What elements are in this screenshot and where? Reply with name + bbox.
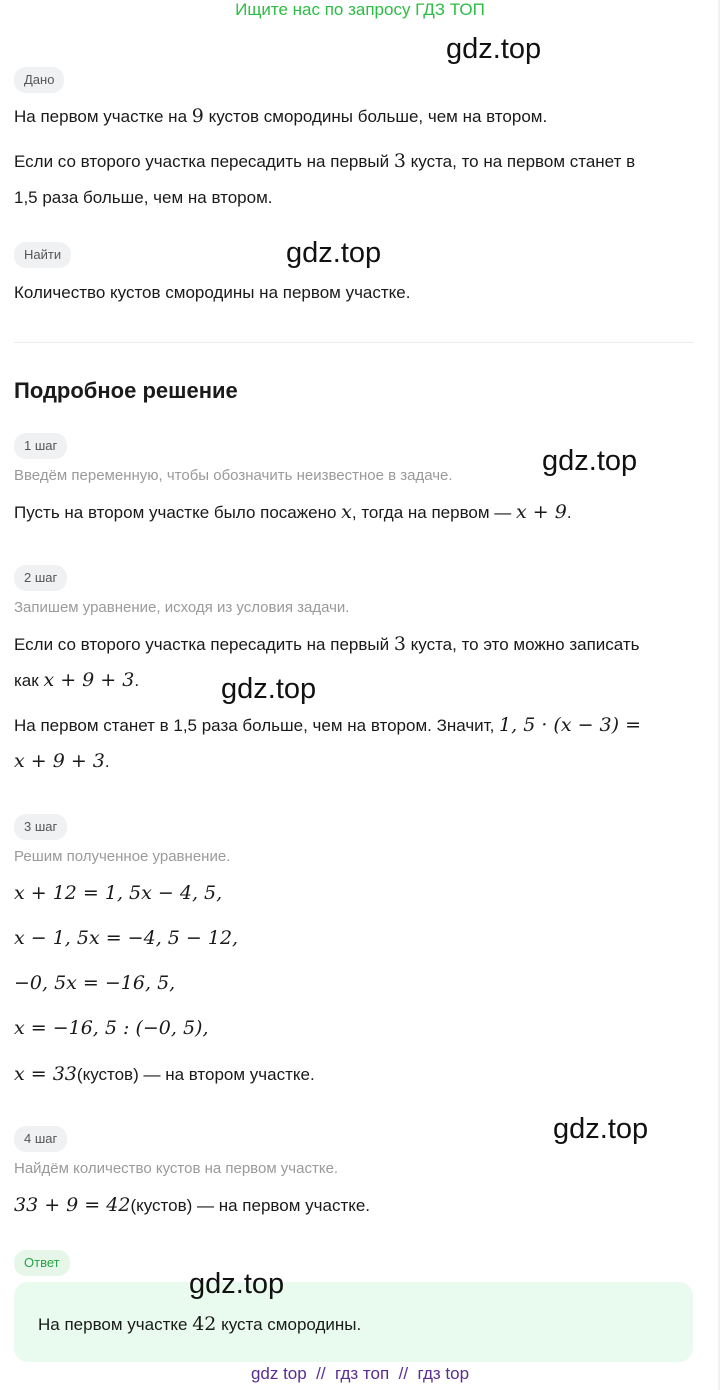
step-2-line-1-num: 3 <box>393 633 406 655</box>
step-3-hint: Решим полученное уравнение. <box>14 848 231 865</box>
step-3-tag: 3 шаг <box>14 814 67 840</box>
step-3-eq-5-expr: x = 33 <box>14 1063 77 1085</box>
given-line-1-b: кустов смородины больше, чем на втором. <box>203 107 548 126</box>
step-1-text <box>14 501 572 524</box>
step-1-tag: 1 шаг <box>14 433 67 459</box>
step-4-expr: 33 + 9 = 42 <box>14 1194 131 1216</box>
given-tag: Дано <box>14 67 64 93</box>
step-2-hint: Запишем уравнение, исходя из условия задачи. <box>14 599 350 616</box>
watermark: gdz.top <box>542 445 638 477</box>
step-3-eq-4 <box>14 1017 209 1040</box>
step-2-line-1 <box>14 633 640 656</box>
step-3-eq-3 <box>14 972 175 995</box>
find-tag: Найти <box>14 242 71 268</box>
watermark: gdz.top <box>553 1113 649 1145</box>
step-4-text <box>14 1194 370 1217</box>
step-1-var: x <box>341 501 352 523</box>
solution-title: Подробное решение <box>14 378 238 403</box>
step-2-line-3-expr: 1, 5 · (x − 3) = <box>499 714 641 736</box>
answer-text <box>38 1313 361 1336</box>
watermark: gdz.top <box>189 1268 285 1300</box>
given-line-1-num: 9 <box>191 105 204 127</box>
step-1-hint: Введём переменную, чтобы обозначить неизвестное в задаче. <box>14 467 453 484</box>
step-1-expr: x + 9 <box>516 501 567 523</box>
step-3-eq-1-expr: x + 12 = 1, 5x − 4, 5, <box>14 882 223 904</box>
given-line-1-a: На первом участке на <box>14 107 192 126</box>
find-section <box>14 242 71 268</box>
step-2-line-1-a: Если со второго участка пересадить на первый <box>14 635 394 654</box>
step-2-line-2-expr: x + 9 + 3 <box>43 669 135 691</box>
given-section <box>14 67 64 93</box>
answer-text-b: куста смородины. <box>216 1315 362 1334</box>
step-3-eq-5 <box>14 1063 315 1086</box>
step-2-line-4-expr: x + 9 + 3 <box>14 750 105 772</box>
answer-tag: Ответ <box>14 1250 70 1276</box>
step-1-text-c: . <box>566 503 572 522</box>
step-3-eq-2-expr: x − 1, 5x = −4, 5 − 12, <box>14 927 239 949</box>
step-3-eq-1 <box>14 882 222 905</box>
step-2-section <box>14 565 67 591</box>
step-3-eq-2 <box>14 927 238 950</box>
given-line-2-a: Если со второго участка пересадить на первый <box>14 152 394 171</box>
step-3-eq-3-expr: −0, 5x = −16, 5, <box>14 972 176 994</box>
given-line-1 <box>14 105 547 128</box>
divider <box>14 342 694 343</box>
step-2-line-2-b: . <box>134 671 140 690</box>
step-1-text-a: Пусть на втором участке было посажено <box>14 503 342 522</box>
step-1-section <box>14 433 67 459</box>
given-line-2 <box>14 150 635 173</box>
step-3-section <box>14 814 67 840</box>
given-line-2-b: куста, то на первом станет в <box>405 152 636 171</box>
step-4-text-b: (кустов) — на первом участке. <box>130 1196 371 1215</box>
footer-links[interactable]: gdz top // гдз топ // гдз top <box>250 1364 470 1383</box>
watermark: gdz.top <box>446 33 542 65</box>
find-text: Количество кустов смородины на первом участке. <box>14 283 411 302</box>
step-2-line-4 <box>14 750 110 773</box>
step-4-tag: 4 шаг <box>14 1126 67 1152</box>
step-1-text-b: , тогда на первом — <box>351 503 517 522</box>
answer-num: 42 <box>192 1313 217 1335</box>
step-2-line-2-a: как <box>14 671 44 690</box>
given-line-2-num: 3 <box>393 150 406 172</box>
step-2-line-3 <box>14 714 641 737</box>
step-2-line-4-b: . <box>104 752 110 771</box>
answer-section <box>14 1250 70 1276</box>
step-2-line-1-b: куста, то это можно записать <box>405 635 640 654</box>
given-line-3: 1,5 раза больше, чем на втором. <box>14 188 273 207</box>
step-4-section <box>14 1126 67 1152</box>
watermark: gdz.top <box>286 237 382 269</box>
step-2-line-3-a: На первом станет в 1,5 раза больше, чем на втором. Значит, <box>14 716 500 735</box>
step-4-hint: Найдём количество кустов на первом участке. <box>14 1160 339 1177</box>
step-3-eq-5-text: (кустов) — на втором участке. <box>76 1065 315 1084</box>
step-2-tag: 2 шаг <box>14 565 67 591</box>
watermark: gdz.top <box>221 673 317 705</box>
answer-text-a: На первом участке <box>38 1315 193 1334</box>
step-2-line-2 <box>14 669 139 692</box>
step-3-eq-4-expr: x = −16, 5 : (−0, 5), <box>14 1017 209 1039</box>
top-banner: Ищите нас по запросу ГДЗ ТОП <box>235 0 485 19</box>
